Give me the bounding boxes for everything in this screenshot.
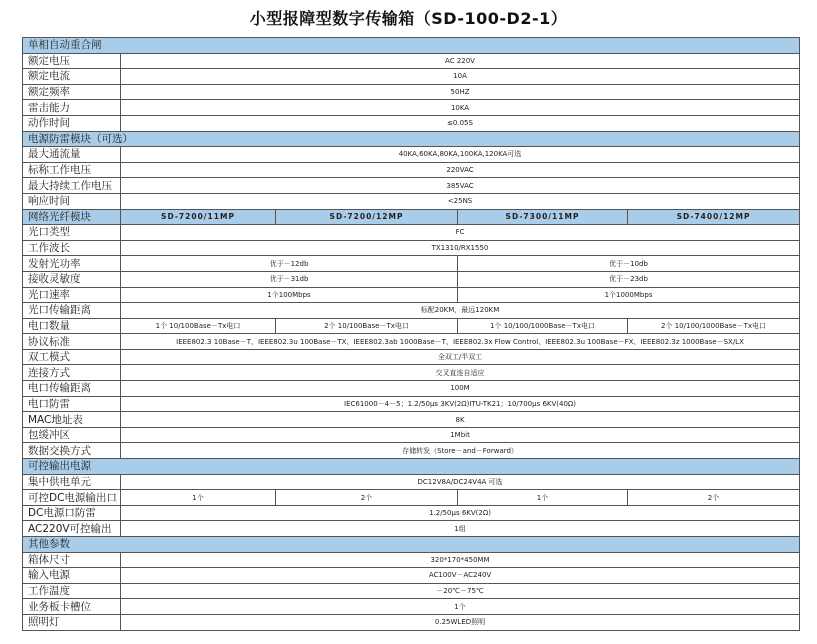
- section-title: 网络光纤模块: [23, 209, 121, 225]
- row-label: 额定电流: [23, 69, 121, 85]
- section-header: [23, 209, 800, 225]
- model-header: SD-7200/12MP: [276, 209, 458, 225]
- row-value: ≤0.05S: [121, 115, 800, 131]
- table-row: [23, 568, 800, 584]
- table-row: [23, 427, 800, 443]
- row-value: FC: [121, 225, 800, 241]
- row-label: 双工模式: [23, 349, 121, 365]
- row-label: 工作温度: [23, 583, 121, 599]
- row-value: DC12V8A/DC24V4A 可选: [121, 474, 800, 490]
- row-label: 光口速率: [23, 287, 121, 303]
- row-label: 雷击能力: [23, 100, 121, 116]
- row-value: TX1310/RX1550: [121, 240, 800, 256]
- row-value-c3: 1个: [458, 490, 628, 506]
- table-row: [23, 599, 800, 615]
- row-label: 可控DC电源输出口: [23, 490, 121, 506]
- table-row: [23, 303, 800, 319]
- row-value: 385VAC: [121, 178, 800, 194]
- row-label: 电口防雷: [23, 396, 121, 412]
- table-row: [23, 583, 800, 599]
- row-value-c2: 2个: [276, 490, 458, 506]
- row-value-a: 1个100Mbps: [121, 287, 458, 303]
- row-value-b: 优于－10db: [458, 256, 800, 272]
- section-title: 单相自动重合闸: [23, 38, 800, 54]
- table-row: [23, 365, 800, 381]
- section-header: [23, 38, 800, 54]
- row-label: 协议标准: [23, 334, 121, 350]
- model-header: SD-7400/12MP: [628, 209, 800, 225]
- row-label: 最大持续工作电压: [23, 178, 121, 194]
- row-value-c1: 1个 10/100Base－Tx电口: [121, 318, 276, 334]
- row-label: AC220V可控输出: [23, 521, 121, 537]
- table-row: [23, 271, 800, 287]
- table-row: [23, 256, 800, 272]
- table-row: [23, 443, 800, 459]
- row-value-c3: 1个 10/100/1000Base－Tx电口: [458, 318, 628, 334]
- table-row: [23, 225, 800, 241]
- row-value: AC 220V: [121, 53, 800, 69]
- table-row: [23, 552, 800, 568]
- row-value: 全双工/半双工: [121, 349, 800, 365]
- row-value: 10A: [121, 69, 800, 85]
- table-row: [23, 396, 800, 412]
- row-label: 接收灵敏度: [23, 271, 121, 287]
- section-title: 其他参数: [23, 537, 800, 553]
- table-row: [23, 381, 800, 397]
- row-label: 输入电源: [23, 568, 121, 584]
- row-value: 1个: [121, 599, 800, 615]
- row-value: 50HZ: [121, 84, 800, 100]
- row-label: MAC地址表: [23, 412, 121, 428]
- row-value-a: 优于－12db: [121, 256, 458, 272]
- page-title: 小型报障型数字传输箱（SD-100-D2-1）: [249, 9, 568, 28]
- row-label: 箱体尺寸: [23, 552, 121, 568]
- row-label: 数据交换方式: [23, 443, 121, 459]
- row-value-b: 1个1000Mbps: [458, 287, 800, 303]
- row-value: 交叉直连自适应: [121, 365, 800, 381]
- row-label: DC电源口防雷: [23, 505, 121, 521]
- section-title: 电源防雷模块（可选）: [23, 131, 800, 147]
- table-row: [23, 178, 800, 194]
- table-row: [23, 53, 800, 69]
- row-label: 发射光功率: [23, 256, 121, 272]
- row-value: AC100V－AC240V: [121, 568, 800, 584]
- row-label: 动作时间: [23, 115, 121, 131]
- row-value: 标配20KM，最远120KM: [121, 303, 800, 319]
- row-value-c4: 2个 10/100/1000Base－Tx电口: [628, 318, 800, 334]
- table-row: [23, 505, 800, 521]
- row-label: 集中供电单元: [23, 474, 121, 490]
- row-value-c1: 1个: [121, 490, 276, 506]
- row-value: 320*170*450MM: [121, 552, 800, 568]
- row-value: 0.25WLED照明: [121, 614, 800, 630]
- table-row: [23, 115, 800, 131]
- row-value: 存储转发（Store－and－Forward）: [121, 443, 800, 459]
- row-value: －20℃－75℃: [121, 583, 800, 599]
- row-label: 业务板卡槽位: [23, 599, 121, 615]
- section-header: [23, 459, 800, 475]
- row-label: 额定频率: [23, 84, 121, 100]
- table-row: [23, 490, 800, 506]
- row-label: 光口传输距离: [23, 303, 121, 319]
- row-value: 220VAC: [121, 162, 800, 178]
- row-label: 标称工作电压: [23, 162, 121, 178]
- section-header: [23, 131, 800, 147]
- row-label: 电口传输距离: [23, 381, 121, 397]
- row-label: 光口类型: [23, 225, 121, 241]
- table-row: [23, 318, 800, 334]
- row-value: <25NS: [121, 193, 800, 209]
- table-row: [23, 100, 800, 116]
- table-row: [23, 147, 800, 163]
- table-row: [23, 521, 800, 537]
- table-row: [23, 412, 800, 428]
- table-row: [23, 334, 800, 350]
- table-row: [23, 84, 800, 100]
- row-label: 额定电压: [23, 53, 121, 69]
- model-header: SD-7300/11MP: [458, 209, 628, 225]
- section-title: 可控输出电源: [23, 459, 800, 475]
- row-label: 照明灯: [23, 614, 121, 630]
- row-value: 1组: [121, 521, 800, 537]
- row-label: 最大通流量: [23, 147, 121, 163]
- row-value: 8K: [121, 412, 800, 428]
- row-value-c4: 2个: [628, 490, 800, 506]
- row-value: 40KA,60KA,80KA,100KA,120KA可选: [121, 147, 800, 163]
- table-row: [23, 240, 800, 256]
- model-header: SD-7200/11MP: [121, 209, 276, 225]
- row-value: 1.2/50μs 6KV(2Ω): [121, 505, 800, 521]
- row-label: 响应时间: [23, 193, 121, 209]
- row-value: 1Mbit: [121, 427, 800, 443]
- row-value: 10KA: [121, 100, 800, 116]
- table-row: [23, 69, 800, 85]
- row-value-a: 优于－31db: [121, 271, 458, 287]
- spec-table: [22, 37, 800, 631]
- table-row: [23, 349, 800, 365]
- table-row: [23, 614, 800, 630]
- table-row: [23, 287, 800, 303]
- table-row: [23, 474, 800, 490]
- row-label: 工作波长: [23, 240, 121, 256]
- row-value: 100M: [121, 381, 800, 397]
- section-header: [23, 537, 800, 553]
- row-value-c2: 2个 10/100Base－Tx电口: [276, 318, 458, 334]
- table-row: [23, 193, 800, 209]
- row-value: IEC61000－4－5；1.2/50μs 3KV(2Ω)ITU-TK21；10/700μs 6KV(40Ω): [121, 396, 800, 412]
- table-row: [23, 162, 800, 178]
- row-label: 连接方式: [23, 365, 121, 381]
- row-label: 包缓冲区: [23, 427, 121, 443]
- row-value-b: 优于－23db: [458, 271, 800, 287]
- row-value: IEEE802.3 10Base－T、IEEE802.3u 100Base－TX、IEEE802.3ab 1000Base－T、IEEE802.3x Flow Control、IEEE802.3u 100Base－FX、IEEE802.3z 1000Base－SX/LX: [121, 334, 800, 350]
- row-label: 电口数量: [23, 318, 121, 334]
